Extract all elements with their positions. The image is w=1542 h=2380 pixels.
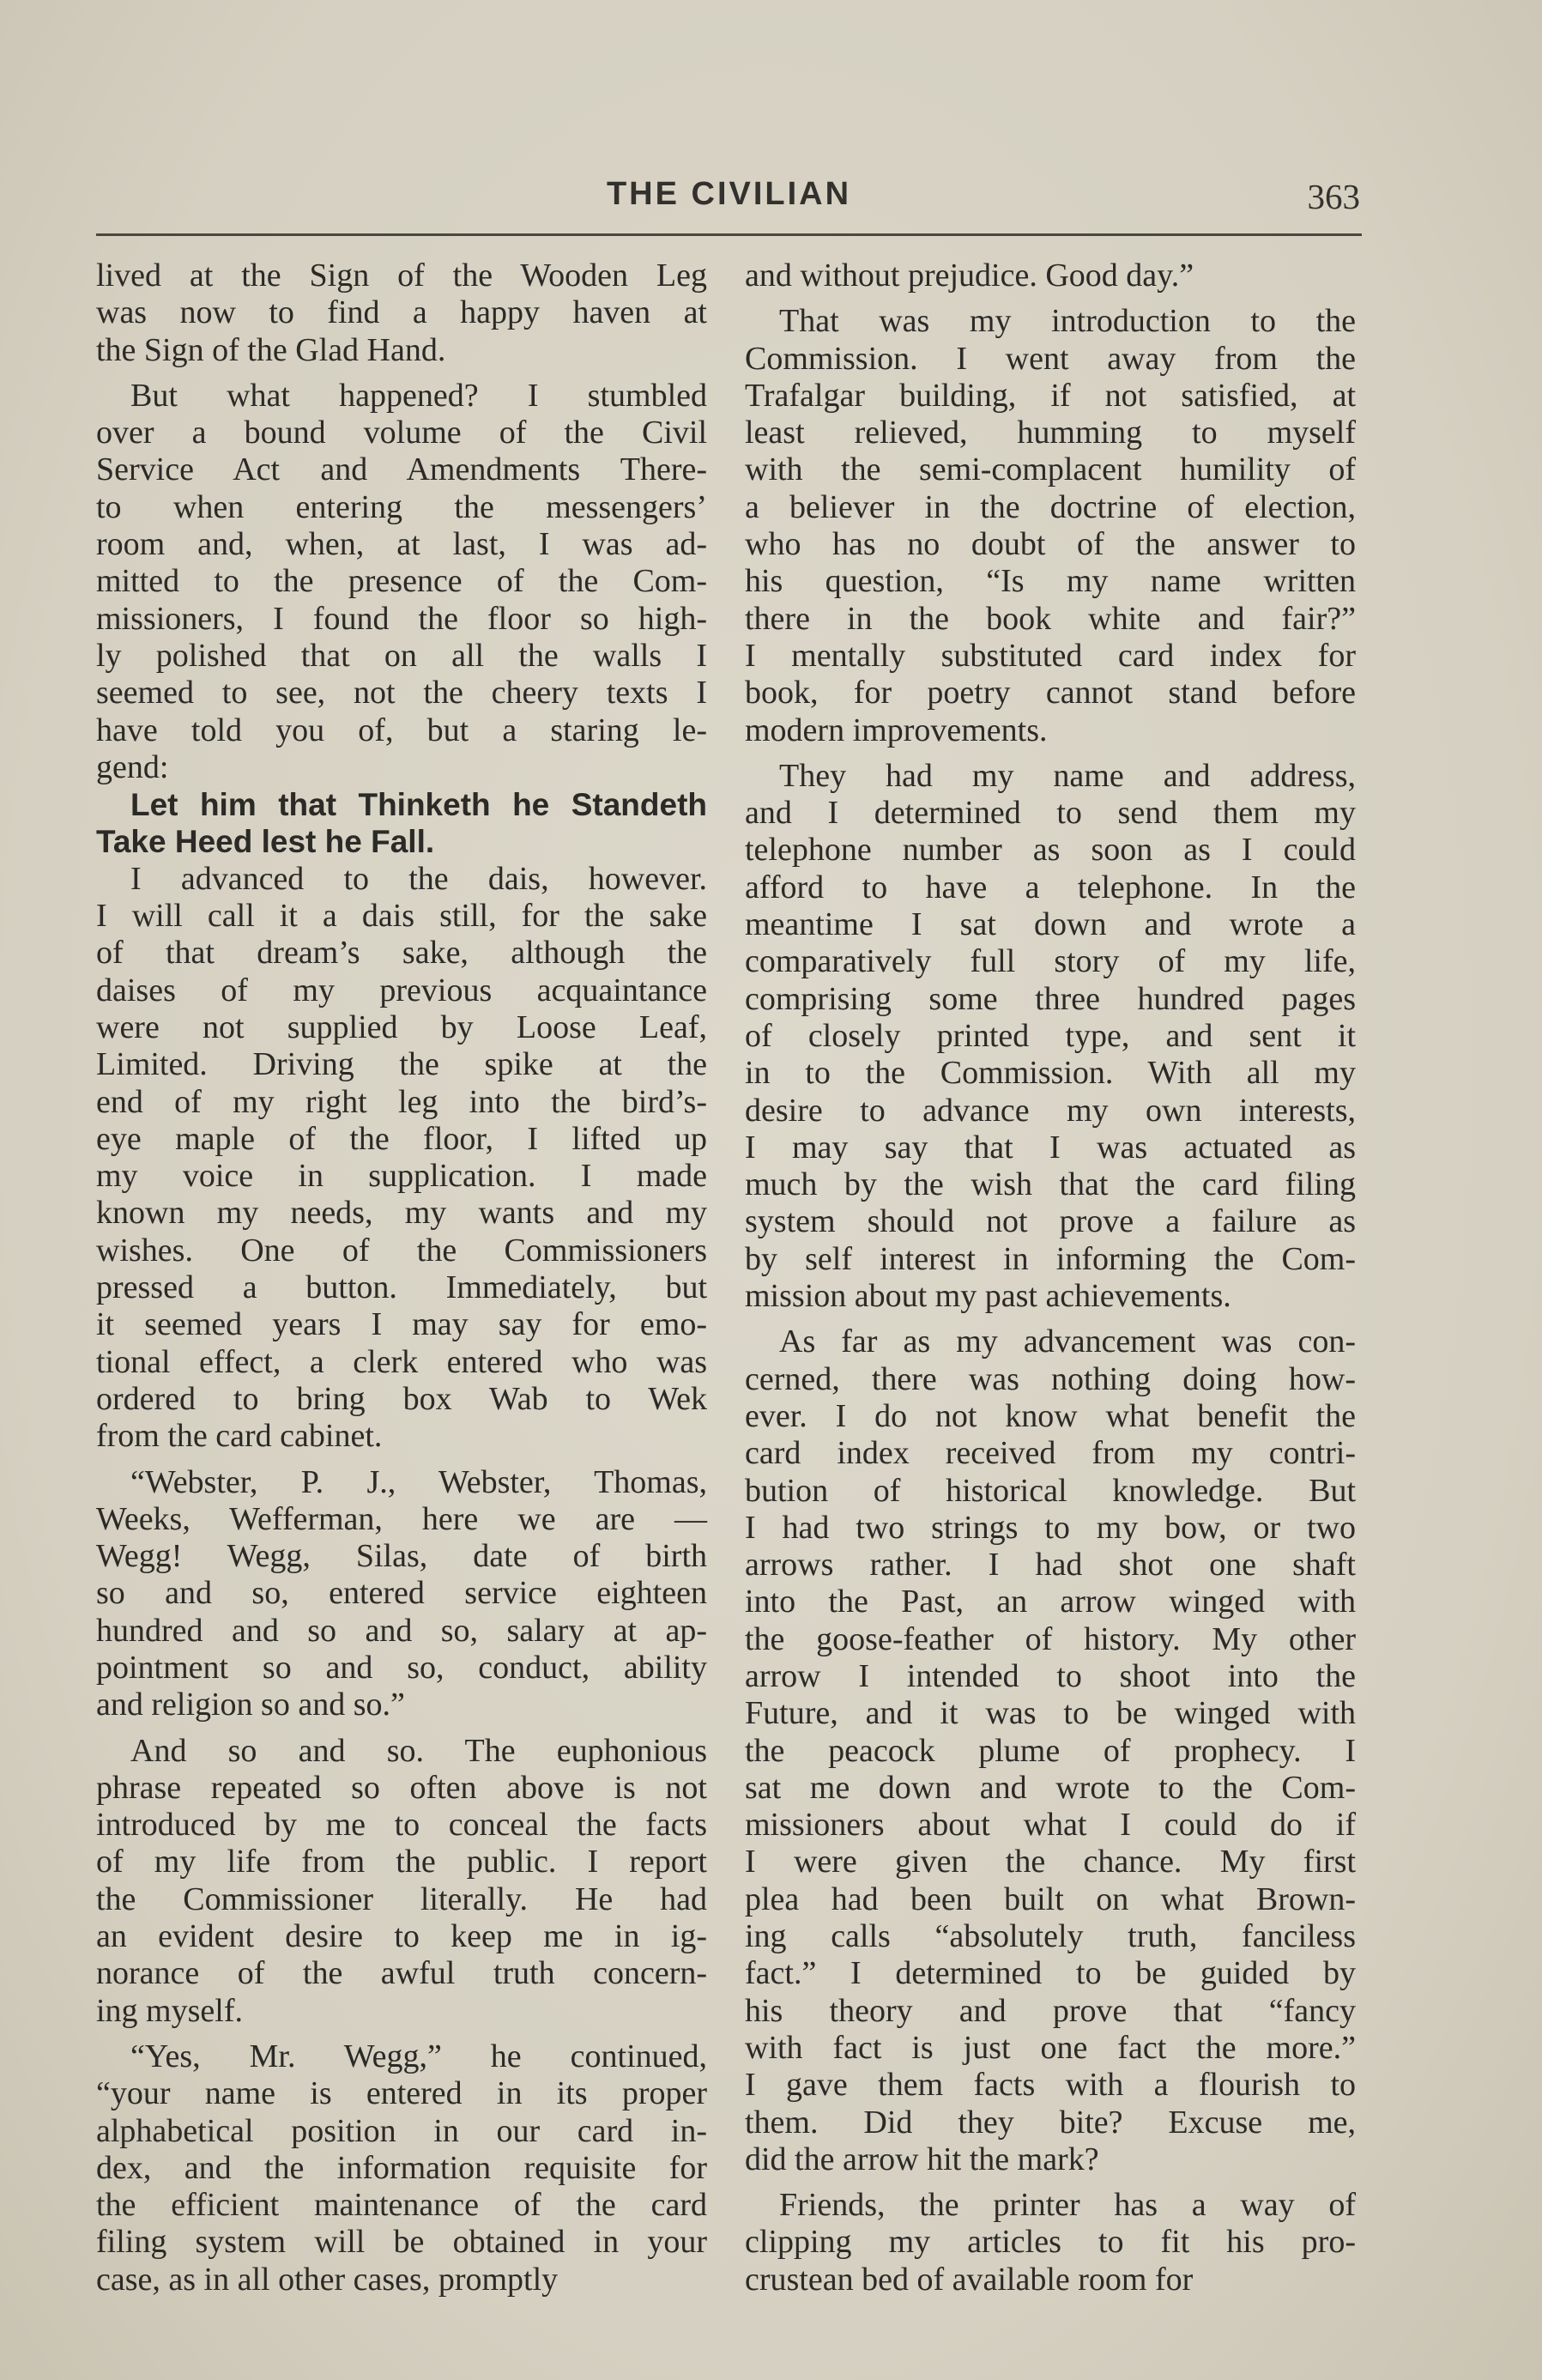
text-line: ing myself. [96, 1992, 243, 2029]
text-line: known my needs, my wants and my [96, 1195, 707, 1232]
text-line: ing calls “absolutely truth, fanciless [745, 1918, 1356, 1955]
text-line: modern improvements. [745, 712, 1048, 748]
paragraph [745, 257, 1356, 294]
text-line: wishes. One of the Commissioners [96, 1232, 707, 1269]
text-line: introduced by me to conceal the facts [96, 1807, 707, 1844]
text-line: mitted to the presence of the Com- [96, 563, 707, 600]
text-line: pressed a button. Immediately, but [96, 1269, 707, 1306]
text-line: of closely printed type, and sent it [745, 1017, 1356, 1054]
text-line: and religion so and so.” [96, 1687, 405, 1723]
text-line: his question, “Is my name written [745, 563, 1356, 600]
text-line: norance of the awful truth concern- [96, 1955, 707, 1992]
text-line: Limited. Driving the spike at the [96, 1046, 707, 1083]
text-line: with fact is just one fact the more.” [745, 2029, 1356, 2066]
text-line: by self interest in informing the Com- [745, 1240, 1356, 1277]
text-line: of my life from the public. I report [96, 1844, 707, 1880]
text-line: meantime I sat down and wrote a [745, 906, 1356, 943]
text-line: in to the Commission. With all my [745, 1055, 1356, 1092]
text-line: arrow I intended to shoot into the [745, 1657, 1356, 1694]
paragraph [96, 1464, 707, 1724]
text-line: over a bound volume of the Civil [96, 415, 707, 451]
text-line: were not supplied by Loose Leaf, [96, 1008, 707, 1045]
text-line: phrase repeated so often above is not [96, 1769, 707, 1806]
text-line: lived at the Sign of the Wooden Leg [96, 257, 707, 294]
text-line: Trafalgar building, if not satisfied, at [745, 377, 1356, 414]
text-line: fact.” I determined to be guided by [745, 1955, 1356, 1992]
text-line: telephone number as soon as I could [745, 832, 1356, 869]
text-line: “your name is entered in its proper [96, 2075, 707, 2112]
text-line: I mentally substituted card index for [745, 637, 1356, 674]
text-line: did the arrow hit the mark? [745, 2141, 1099, 2177]
text-line: the peacock plume of prophecy. I [745, 1732, 1356, 1769]
text-line: an evident desire to keep me in ig- [96, 1918, 707, 1955]
text-line: Future, and it was to be winged with [745, 1695, 1356, 1732]
text-line: pointment so and so, conduct, ability [96, 1649, 707, 1686]
text-line: so and so, entered service eighteen [96, 1575, 707, 1612]
paragraph [96, 1733, 707, 2030]
text-line: hundred and so and so, salary at ap- [96, 1612, 707, 1649]
text-line: ever. I do not know what benefit the [745, 1397, 1356, 1434]
text-line: seemed to see, not the cheery texts I [96, 675, 707, 712]
text-line: Take Heed lest he Fall. [96, 824, 435, 860]
text-line: mission about my past achievements. [745, 1278, 1231, 1315]
text-line: a believer in the doctrine of election, [745, 488, 1356, 525]
text-line: there in the book white and fair?” [745, 600, 1356, 637]
paragraph [745, 758, 1356, 1315]
text-line: dex, and the information requisite for [96, 2149, 707, 2186]
text-line: end of my right leg into the bird’s- [96, 1083, 707, 1120]
text-line: card index received from my contri- [745, 1435, 1356, 1472]
text-line: I will call it a dais still, for the sake [96, 898, 707, 935]
text-line: the Commissioner literally. He had [96, 1880, 707, 1917]
paragraph [745, 1323, 1356, 2178]
text-line: As far as my advancement was con- [779, 1323, 1356, 1360]
text-line: room and, when, at last, I was ad- [96, 526, 707, 563]
text-line: missioners about what I could do if [745, 1807, 1356, 1844]
text-line: alphabetical position in our card in- [96, 2112, 707, 2149]
text-line: sat me down and wrote to the Com- [745, 1769, 1356, 1806]
right-column [745, 257, 1356, 2298]
text-line: They had my name and address, [779, 757, 1356, 794]
text-line: “Yes, Mr. Wegg,” he continued, [130, 2038, 707, 2074]
text-line: case, as in all other cases, promptly [96, 2261, 559, 2298]
text-line: I were given the chance. My first [745, 1844, 1356, 1880]
page-number: 363 [1307, 177, 1360, 216]
text-line: I had two strings to my bow, or two [745, 1509, 1356, 1546]
text-line: Weeks, Wefferman, here we are — [96, 1500, 707, 1537]
text-line: daises of my previous acquaintance [96, 972, 707, 1008]
header-rule [96, 233, 1362, 236]
paragraph [96, 378, 707, 786]
text-line: least relieved, humming to myself [745, 415, 1356, 451]
journal-title: THE CIVILIAN [606, 176, 852, 212]
text-line: and without prejudice. Good day.” [745, 257, 1194, 294]
text-line: it seemed years I may say for emo- [96, 1306, 707, 1343]
text-line: I may say that I was actuated as [745, 1129, 1356, 1166]
text-line: crustean bed of available room for [745, 2261, 1194, 2298]
text-line: and I determined to send them my [745, 795, 1356, 832]
text-line: Service Act and Amendments There- [96, 451, 707, 488]
text-line: I advanced to the dais, however. [130, 860, 707, 897]
text-line: gend: [96, 748, 169, 785]
paragraph [96, 861, 707, 1456]
text-line: the goose-feather of history. My other [745, 1620, 1356, 1657]
text-line: have told you of, but a staring le- [96, 712, 707, 748]
text-line: comparatively full story of my life, [745, 943, 1356, 980]
text-line: them. Did they bite? Excuse me, [745, 2104, 1356, 2141]
paragraph [745, 2187, 1356, 2298]
text-line: ly polished that on all the walls I [96, 637, 707, 674]
text-line: Wegg! Wegg, Silas, date of birth [96, 1538, 707, 1575]
text-line: clipping my articles to fit his pro- [745, 2224, 1356, 2261]
text-line: And so and so. The euphonious [130, 1732, 707, 1769]
text-line: book, for poetry cannot stand before [745, 675, 1356, 712]
text-line: bution of historical knowledge. But [745, 1472, 1356, 1509]
text-line: was now to find a happy haven at [96, 294, 707, 331]
text-line: missioners, I found the floor so high- [96, 600, 707, 637]
text-line: But what happened? I stumbled [130, 377, 707, 414]
text-line: the efficient maintenance of the card [96, 2187, 707, 2224]
text-line: Let him that Thinketh he Standeth [130, 787, 707, 823]
text-line: of that dream’s sake, although the [96, 935, 707, 972]
paragraph [96, 786, 707, 861]
text-line: eye maple of the floor, I lifted up [96, 1120, 707, 1157]
text-line: tional effect, a clerk entered who was [96, 1343, 707, 1380]
text-line: with the semi-complacent humility of [745, 451, 1356, 488]
text-line: much by the wish that the card filing [745, 1166, 1356, 1203]
running-header [96, 176, 1362, 227]
text-line: arrows rather. I had shot one shaft [745, 1547, 1356, 1584]
text-line: who has no doubt of the answer to [745, 526, 1356, 563]
text-line: filing system will be obtained in your [96, 2224, 707, 2261]
left-column [96, 257, 707, 2298]
text-line: “Webster, P. J., Webster, Thomas, [130, 1463, 707, 1500]
text-line: his theory and prove that “fancy [745, 1992, 1356, 2029]
text-line: system should not prove a failure as [745, 1203, 1356, 1240]
text-line: comprising some three hundred pages [745, 980, 1356, 1017]
text-line: from the card cabinet. [96, 1418, 383, 1455]
text-line: cerned, there was nothing doing how- [745, 1360, 1356, 1397]
text-line: desire to advance my own interests, [745, 1092, 1356, 1129]
text-line: my voice in supplication. I made [96, 1158, 707, 1195]
text-line: I gave them facts with a flourish to [745, 2067, 1356, 2104]
text-line: the Sign of the Glad Hand. [96, 331, 446, 368]
text-line: into the Past, an arrow winged with [745, 1584, 1356, 1620]
text-line: That was my introduction to the [779, 303, 1356, 340]
paragraph [96, 2038, 707, 2298]
text-line: plea had been built on what Brown- [745, 1880, 1356, 1917]
text-line: Friends, the printer has a way of [779, 2187, 1356, 2224]
text-line: to when entering the messengers’ [96, 488, 707, 525]
text-line: Commission. I went away from the [745, 340, 1356, 377]
text-line: afford to have a telephone. In the [745, 869, 1356, 905]
paragraph [745, 303, 1356, 749]
text-line: ordered to bring box Wab to Wek [96, 1380, 707, 1417]
paragraph [96, 257, 707, 369]
